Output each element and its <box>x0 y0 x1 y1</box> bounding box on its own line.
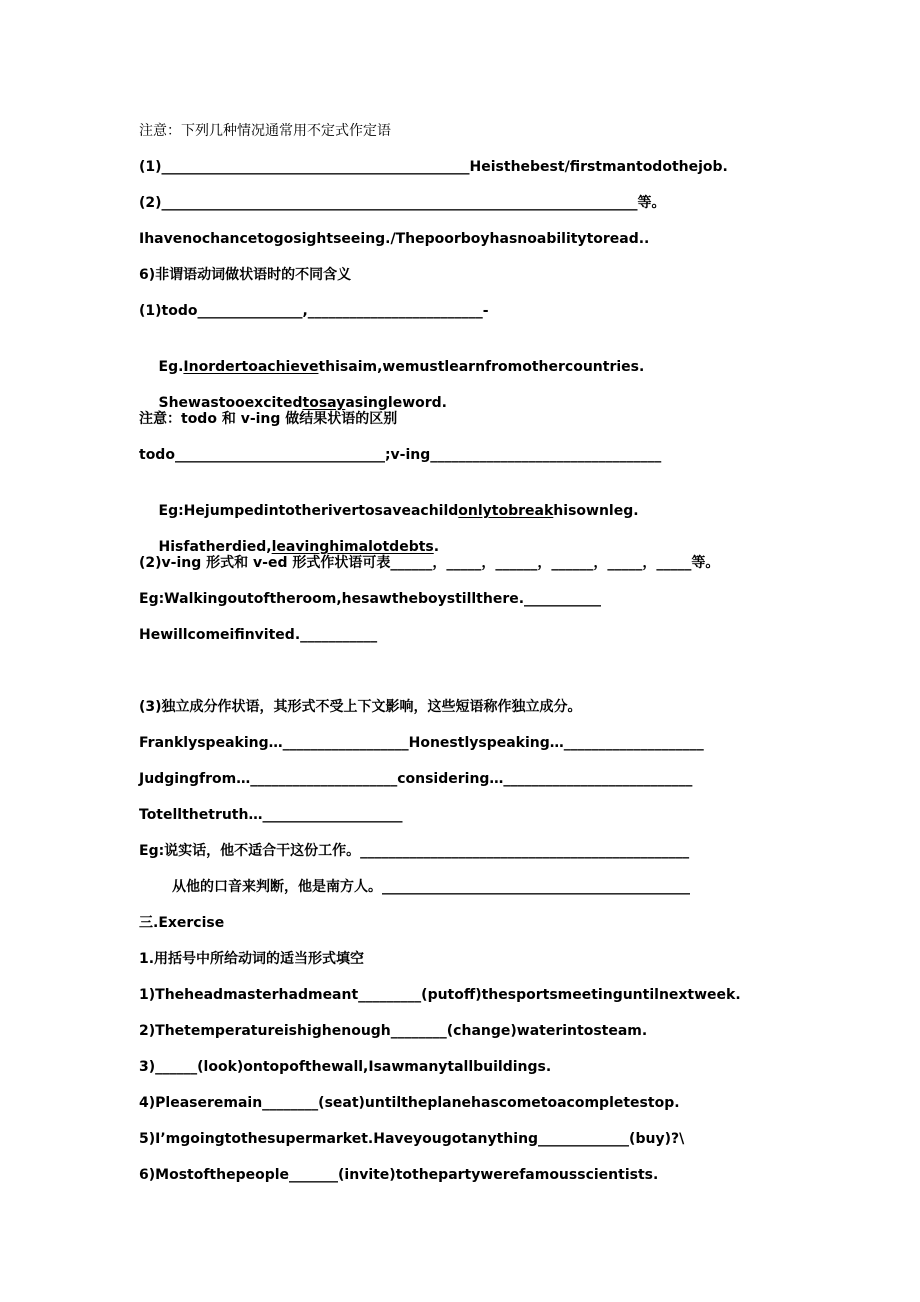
phrases-line-1: Franklyspeaking…__________________Honestlyspeaking…____________________ <box>139 735 704 751</box>
translation-example-2: 从他的口音来判断，他是南方人。____________________________________________ <box>172 879 690 895</box>
exercise-heading: 三.Exercise <box>139 915 225 931</box>
note-heading-result-adverbial: 注意：todo 和 v-ing 做结果状语的区别 <box>139 411 398 427</box>
underlined-phrase: onlytobreak <box>458 503 554 519</box>
exercise-item-2: 2)Thetemperatureishighenough________(change)waterintosteam. <box>139 1023 648 1039</box>
translation-example-1: Eg:说实话，他不适合干这份工作。_______________________________________________ <box>139 843 690 859</box>
exercise-item-5: 5)I’mgoingtothesupermarket.Haveyougotanything_____________(buy)?\ <box>139 1131 685 1147</box>
blank-line-1: (1)____________________________________________Heisthebest/firstmantodothejob. <box>139 159 728 175</box>
example-prefix: Shewastooexcited <box>158 395 303 411</box>
example-prefix: Hisfatherdied, <box>158 539 272 555</box>
example-suffix: thisaim,wemustlearnfromothercountries. <box>318 359 645 375</box>
underlined-phrase: leavinghimalotdebts <box>271 539 434 555</box>
example-only-to <box>139 481 639 519</box>
phrases-line-3: Totellthetruth…____________________ <box>139 807 403 823</box>
underlined-phrase: tosay <box>302 395 346 411</box>
example-leaving <box>139 517 440 555</box>
exercise-instruction: 1.用括号中所给动词的适当形式填空 <box>139 951 365 967</box>
example-prefix: Eg. <box>158 359 184 375</box>
todo-purpose-line: (1)todo_______________,_________________________- <box>139 303 489 319</box>
exercise-item-1: 1)Theheadmasterhadmeant_________(putoff)thesportsmeetinguntilnextweek. <box>139 987 741 1003</box>
blank-line-2: (2)____________________________________________________________________等。 <box>139 195 666 211</box>
independent-element-heading: (3)独立成分作状语，其形式不受上下文影响，这些短语称作独立成分。 <box>139 699 582 715</box>
example-too-excited <box>139 373 447 411</box>
example-suffix: asingleword. <box>345 395 447 411</box>
example-suffix: . <box>433 539 440 555</box>
note-heading-infinitive-attributive: 注意：下列几种情况通常用不定式作定语 <box>139 123 391 139</box>
example-prefix: Eg:Hejumpedintotherivertosaveachild <box>158 503 459 519</box>
example-if-invited: Hewillcomeifinvited.___________ <box>139 627 378 643</box>
example-walking-out: Eg:Walkingoutoftheroom,hesawtheboystillthere.___________ <box>139 591 602 607</box>
example-sentence: Ihavenochancetogosightseeing./Thepoorboyhasnoabilitytoread.. <box>139 231 650 247</box>
example-in-order-to <box>139 337 645 375</box>
underlined-phrase: Inordertoachieve <box>183 359 319 375</box>
todo-ving-blank-line: todo______________________________;v-ing_________________________________ <box>139 447 662 463</box>
exercise-item-6: 6)Mostofthepeople_______(invite)tothepartywerefamousscientists. <box>139 1167 659 1183</box>
section-heading-6: 6)非谓语动词做状语时的不同含义 <box>139 267 352 283</box>
exercise-item-3: 3)______(look)ontopofthewall,Isawmanytallbuildings. <box>139 1059 552 1075</box>
example-suffix: hisownleg. <box>553 503 639 519</box>
exercise-item-4: 4)Pleaseremain________(seat)untiltheplanehascometoacompletestop. <box>139 1095 680 1111</box>
phrases-line-2: Judgingfrom…_____________________considering…___________________________ <box>139 771 693 787</box>
participle-adverbial-line: (2)v-ing 形式和 v-ed 形式作状语可表______，_____，______，______，_____，_____等。 <box>139 555 720 571</box>
